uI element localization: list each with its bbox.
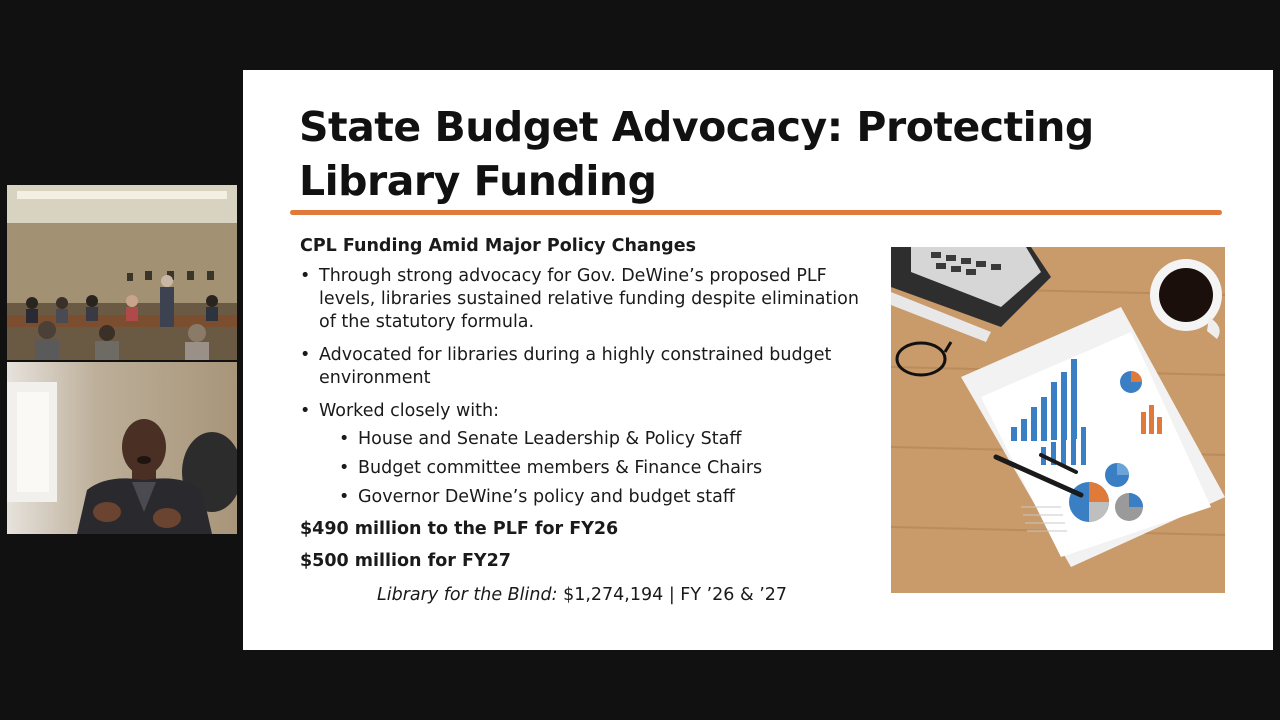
bullet-text: Worked closely with:	[319, 401, 500, 421]
speaker-video	[7, 362, 237, 534]
video-tile-speaker[interactable]	[7, 362, 237, 534]
video-tile-meeting-room[interactable]	[7, 185, 237, 360]
presentation-slide	[243, 70, 1273, 650]
desk-photo-illustration	[891, 247, 1225, 593]
slide-subheading: CPL Funding Amid Major Policy Changes	[300, 236, 696, 256]
funding-amount-fy26: $490 million to the PLF for FY26	[300, 519, 619, 539]
bullet-text: Advocated for libraries during a highly constrained budget environment	[319, 345, 832, 388]
title-divider	[290, 210, 1222, 215]
bullet-item	[300, 400, 860, 509]
sub-bullet-item: • House and Senate Leadership & Policy Staff	[319, 428, 860, 451]
bullet-item	[300, 265, 860, 334]
footnote-value: $1,274,194 | FY ’26 & ’27	[557, 585, 788, 605]
sub-bullet-item: • Governor DeWine’s policy and budget staff	[319, 486, 860, 509]
bullet-list	[300, 265, 860, 509]
bullet-item	[300, 344, 860, 390]
bullet-text: Through strong advocacy for Gov. DeWine’s proposed PLF levels, libraries sustained relative funding despite elimination of the statutory formula.	[319, 266, 859, 332]
desk-charts-photo	[891, 247, 1225, 593]
slide-content	[300, 236, 860, 605]
library-for-blind-note	[377, 585, 860, 605]
sub-bullet-item: • Budget committee members & Finance Chairs	[319, 457, 860, 480]
slide-title: State Budget Advocacy: Protecting Library Funding	[299, 103, 1094, 205]
meeting-room-video	[7, 185, 237, 360]
footnote-lead: Library for the Blind:	[377, 585, 558, 605]
funding-amount-fy27: $500 million for FY27	[300, 551, 511, 571]
sub-bullet-list	[319, 428, 860, 509]
